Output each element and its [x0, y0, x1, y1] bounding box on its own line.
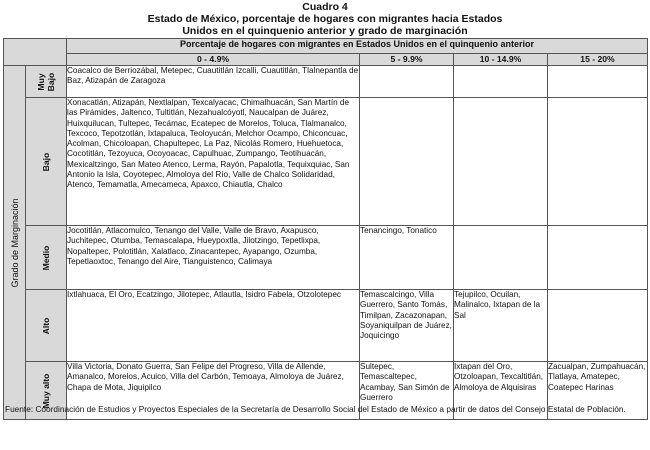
title-line-3: Unidos en el quinquenio anterior y grado de marginación — [182, 25, 468, 37]
table-cell: Coacalco de Berriozábal, Metepec, Cuautitlán Izcalli, Cuautitlán, Tlalnepantla de Baz, Atizapán de Zaragoza — [67, 66, 360, 98]
table-row — [4, 290, 648, 362]
table-cell: Sultepec, Temascaltepec, Acambay, San Simón de Guerrero — [360, 362, 454, 420]
row-label: Alto — [40, 317, 51, 334]
row-label: Medio — [40, 245, 51, 270]
table-row — [4, 66, 648, 98]
row-label: Muy alto — [40, 373, 51, 408]
column-header: 10 - 14.9% — [454, 54, 548, 66]
table-cell: Zacualpan, Zumpahuacán, Tlatlaya, Amatepec, Coatepec Harinas — [548, 362, 648, 420]
table-title — [0, 1, 650, 37]
header-span: Porcentaje de hogares con migrantes en Estados Unidos en el quinquenio anterior — [67, 39, 648, 54]
table-cell — [454, 98, 548, 226]
source-footnote: Fuente: Coordinación de Estudios y Proyectos Especiales de la Secretaría de Desarrollo Social del Estado de México a partir de datos del Consejo Estatal de Población. — [5, 404, 626, 414]
title-line-2: Estado de México, porcentaje de hogares con migrantes hacia Estados — [147, 13, 503, 25]
column-header: 15 - 20% — [548, 54, 648, 66]
marginacion-table — [3, 38, 648, 420]
table-cell — [454, 226, 548, 290]
corner-cell — [4, 39, 67, 66]
table-cell — [548, 226, 648, 290]
table-cell — [360, 98, 454, 226]
table-cell: Xonacatlán, Atizapán, Nextlalpan, Texcalyacac, Chimalhuacán, San Martín de las Pirámides, Jaltenco, Tultitlán, Nezahualcóyotl, Naucalpan de Juárez, Huixquilucan, Tultepec, Tecámac, Ecatepec de Morelos, Toluca, Tlalmanalco, Texcoco, Tepotzotlán, Ixtapaluca, Teoloyucán, Melchor Ocampo, Chiconcuac, Acolman, Chicoloapan, Chapultepec, La Paz, Nicolás Romero, Huehuetoca, Cocotitlán, Tezoyuca, Ocoyoacac, Capulhuac, Zumpango, Teotihuacán, Mexicaltzingo, San Mateo Atenco, Lerma, Rayón, Papalotla, Tequixquiac, San Antonio la Isla, Coyotepec, Almoloya del Río, Valle de Chalco Solidaridad, Atenco, Temamatla, Amecameca, Apaxco, Chiautla, Chalco — [67, 98, 360, 226]
column-header: 0 - 4.9% — [67, 54, 360, 66]
table-row — [4, 226, 648, 290]
table-cell: Temascalcingo, Villa Guerrero, Santo Tomás, Timilpan, Zacazonapan, Soyaniquilpan de Juárez, Joquicingo — [360, 290, 454, 362]
table-cell — [548, 98, 648, 226]
table-cell: Tenancingo, Tonatico — [360, 226, 454, 290]
row-label: Muy Bajo — [36, 72, 56, 91]
row-group-label: Grado de Marginación — [9, 197, 20, 288]
table-cell — [454, 66, 548, 98]
table-cell: Tejupilco, Ocuilan, Malinalco, Ixtapan de la Sal — [454, 290, 548, 362]
table-cell: Ixtlahuaca, El Oro, Ecatzingo, Jilotepec, Atlautla, Isidro Fabela, Otzolotepec — [67, 290, 360, 362]
table-cell: Ixtapan del Oro, Otzoloapan, Texcaltitlán, Almoloya de Alquisiras — [454, 362, 548, 420]
table-cell — [548, 290, 648, 362]
row-label-cell — [26, 290, 67, 362]
table-cell: Jocotitlán, Atlacomulco, Tenango del Valle, Valle de Bravo, Axapusco, Juchitepec, Otumba, Temascalapa, Hueypoxtla, Jilotzingo, Tepetlixpa, Nopaltepec, Polotitlán, Xalatlaco, Zinacantepec, Ayapango, Ozumba, Tepetlaoxtoc, Tenango del Aire, Tianguistenco, Calimaya — [67, 226, 360, 290]
row-group-label-cell — [4, 66, 26, 420]
table-row — [4, 98, 648, 226]
column-header: 5 - 9.9% — [360, 54, 454, 66]
title-line-1: Cuadro 4 — [302, 1, 348, 13]
row-label: Bajo — [40, 152, 51, 171]
row-label-cell — [26, 226, 67, 290]
row-label-cell — [26, 66, 67, 98]
row-label-cell — [26, 98, 67, 226]
table-cell: Villa Victoria, Donato Guerra, San Felipe del Progreso, Villa de Allende, Amanalco, Morelos, Acuico, Villa del Carbón, Temoaya, Almoloya de Juárez, Chapa de Mota, Jiquipilco — [67, 362, 360, 420]
table-cell — [548, 66, 648, 98]
table-cell — [360, 66, 454, 98]
